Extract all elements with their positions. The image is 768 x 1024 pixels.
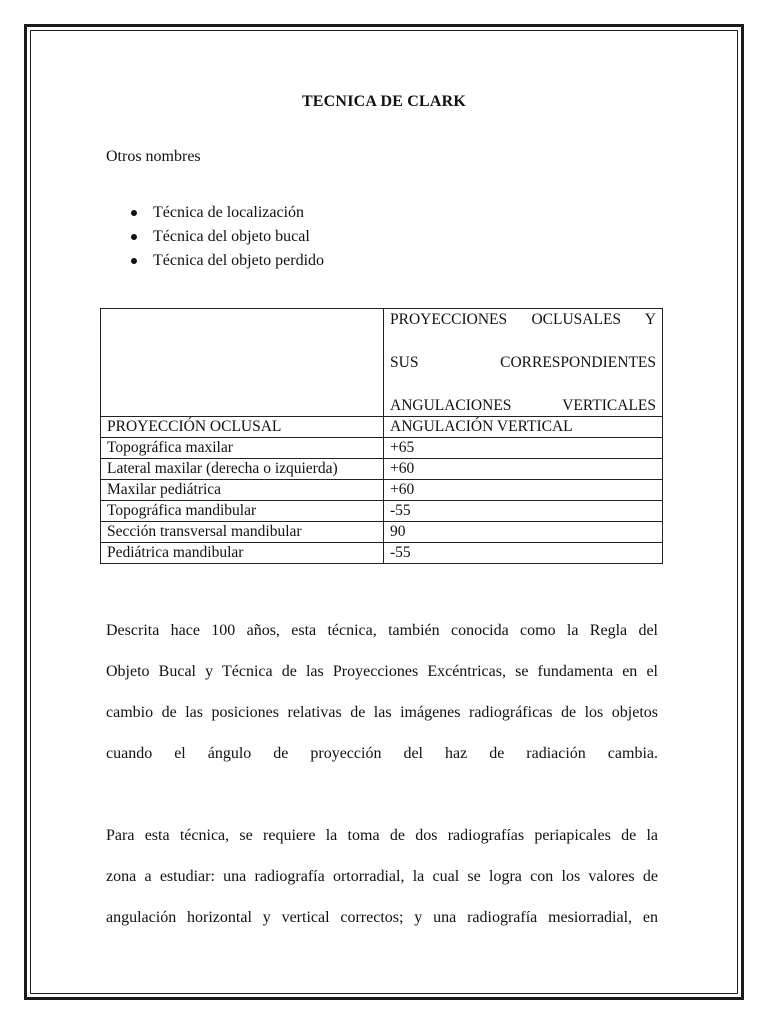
projection-cell: Maxilar pediátrica <box>101 480 384 501</box>
table-header-empty-cell <box>101 309 384 417</box>
angulation-cell: -55 <box>384 501 663 522</box>
paragraph-line: Para esta técnica, se requiere la toma de dos radiografías periapicales de la <box>106 827 658 844</box>
list-item <box>106 201 324 225</box>
occlusal-projections-table <box>100 308 663 564</box>
projection-cell: Sección transversal mandibular <box>101 522 384 543</box>
projection-cell: Topográfica maxilar <box>101 438 384 459</box>
paragraph-line: Descrita hace 100 años, esta técnica, también conocida como la Regla del <box>106 622 658 639</box>
table-header-row <box>101 309 663 417</box>
other-names-list <box>106 201 324 273</box>
table-row <box>101 543 663 564</box>
paragraph-line: Objeto Bucal y Técnica de las Proyecciones Excéntricas, se fundamenta en el <box>106 663 658 680</box>
table-header-cell <box>384 309 663 417</box>
document-title: TECNICA DE CLARK <box>301 93 467 110</box>
column-header-projection: PROYECCIÓN OCLUSAL <box>101 417 384 438</box>
list-item <box>106 225 324 249</box>
other-names-heading: Otros nombres <box>106 148 201 165</box>
bullet-icon <box>131 258 137 264</box>
paragraph-line: zona a estudiar: una radiografía ortorradial, la cual se logra con los valores de <box>106 868 658 885</box>
table-row <box>101 459 663 480</box>
projection-cell: Lateral maxilar (derecha o izquierda) <box>101 459 384 480</box>
angulation-cell: -55 <box>384 543 663 564</box>
paragraph-line: cuando el ángulo de proyección del haz de radiación cambia. <box>106 745 658 762</box>
paragraph-description <box>106 610 658 774</box>
bullet-icon <box>131 234 137 240</box>
paragraph-line: angulación horizontal y vertical correctos; y una radiografía mesiorradial, en <box>106 909 658 926</box>
projection-cell: Topográfica mandibular <box>101 501 384 522</box>
paragraph-line: cambio de las posiciones relativas de las imágenes radiográficas de los objetos <box>106 704 658 721</box>
list-item-text: Técnica del objeto bucal <box>153 228 310 245</box>
table-column-header-row <box>101 417 663 438</box>
projection-cell: Pediátrica mandibular <box>101 543 384 564</box>
table-row <box>101 501 663 522</box>
list-item-text: Técnica del objeto perdido <box>153 252 325 269</box>
table-header-line: ANGULACIONES VERTICALES <box>390 397 656 414</box>
table-header-line: SUS CORRESPONDIENTES <box>390 354 656 371</box>
table-header-line: PROYECCIONES OCLUSALES Y <box>390 311 656 328</box>
list-item <box>106 249 324 273</box>
angulation-cell: +60 <box>384 480 663 501</box>
table-row <box>101 438 663 459</box>
table-row <box>101 480 663 501</box>
list-item-text: Técnica de localización <box>153 204 305 221</box>
angulation-cell: +60 <box>384 459 663 480</box>
angulation-cell: +65 <box>384 438 663 459</box>
table-row <box>101 522 663 543</box>
column-header-angulation: ANGULACIÓN VERTICAL <box>384 417 663 438</box>
bullet-icon <box>131 210 137 216</box>
angulation-cell: 90 <box>384 522 663 543</box>
paragraph-requirements <box>106 815 658 938</box>
